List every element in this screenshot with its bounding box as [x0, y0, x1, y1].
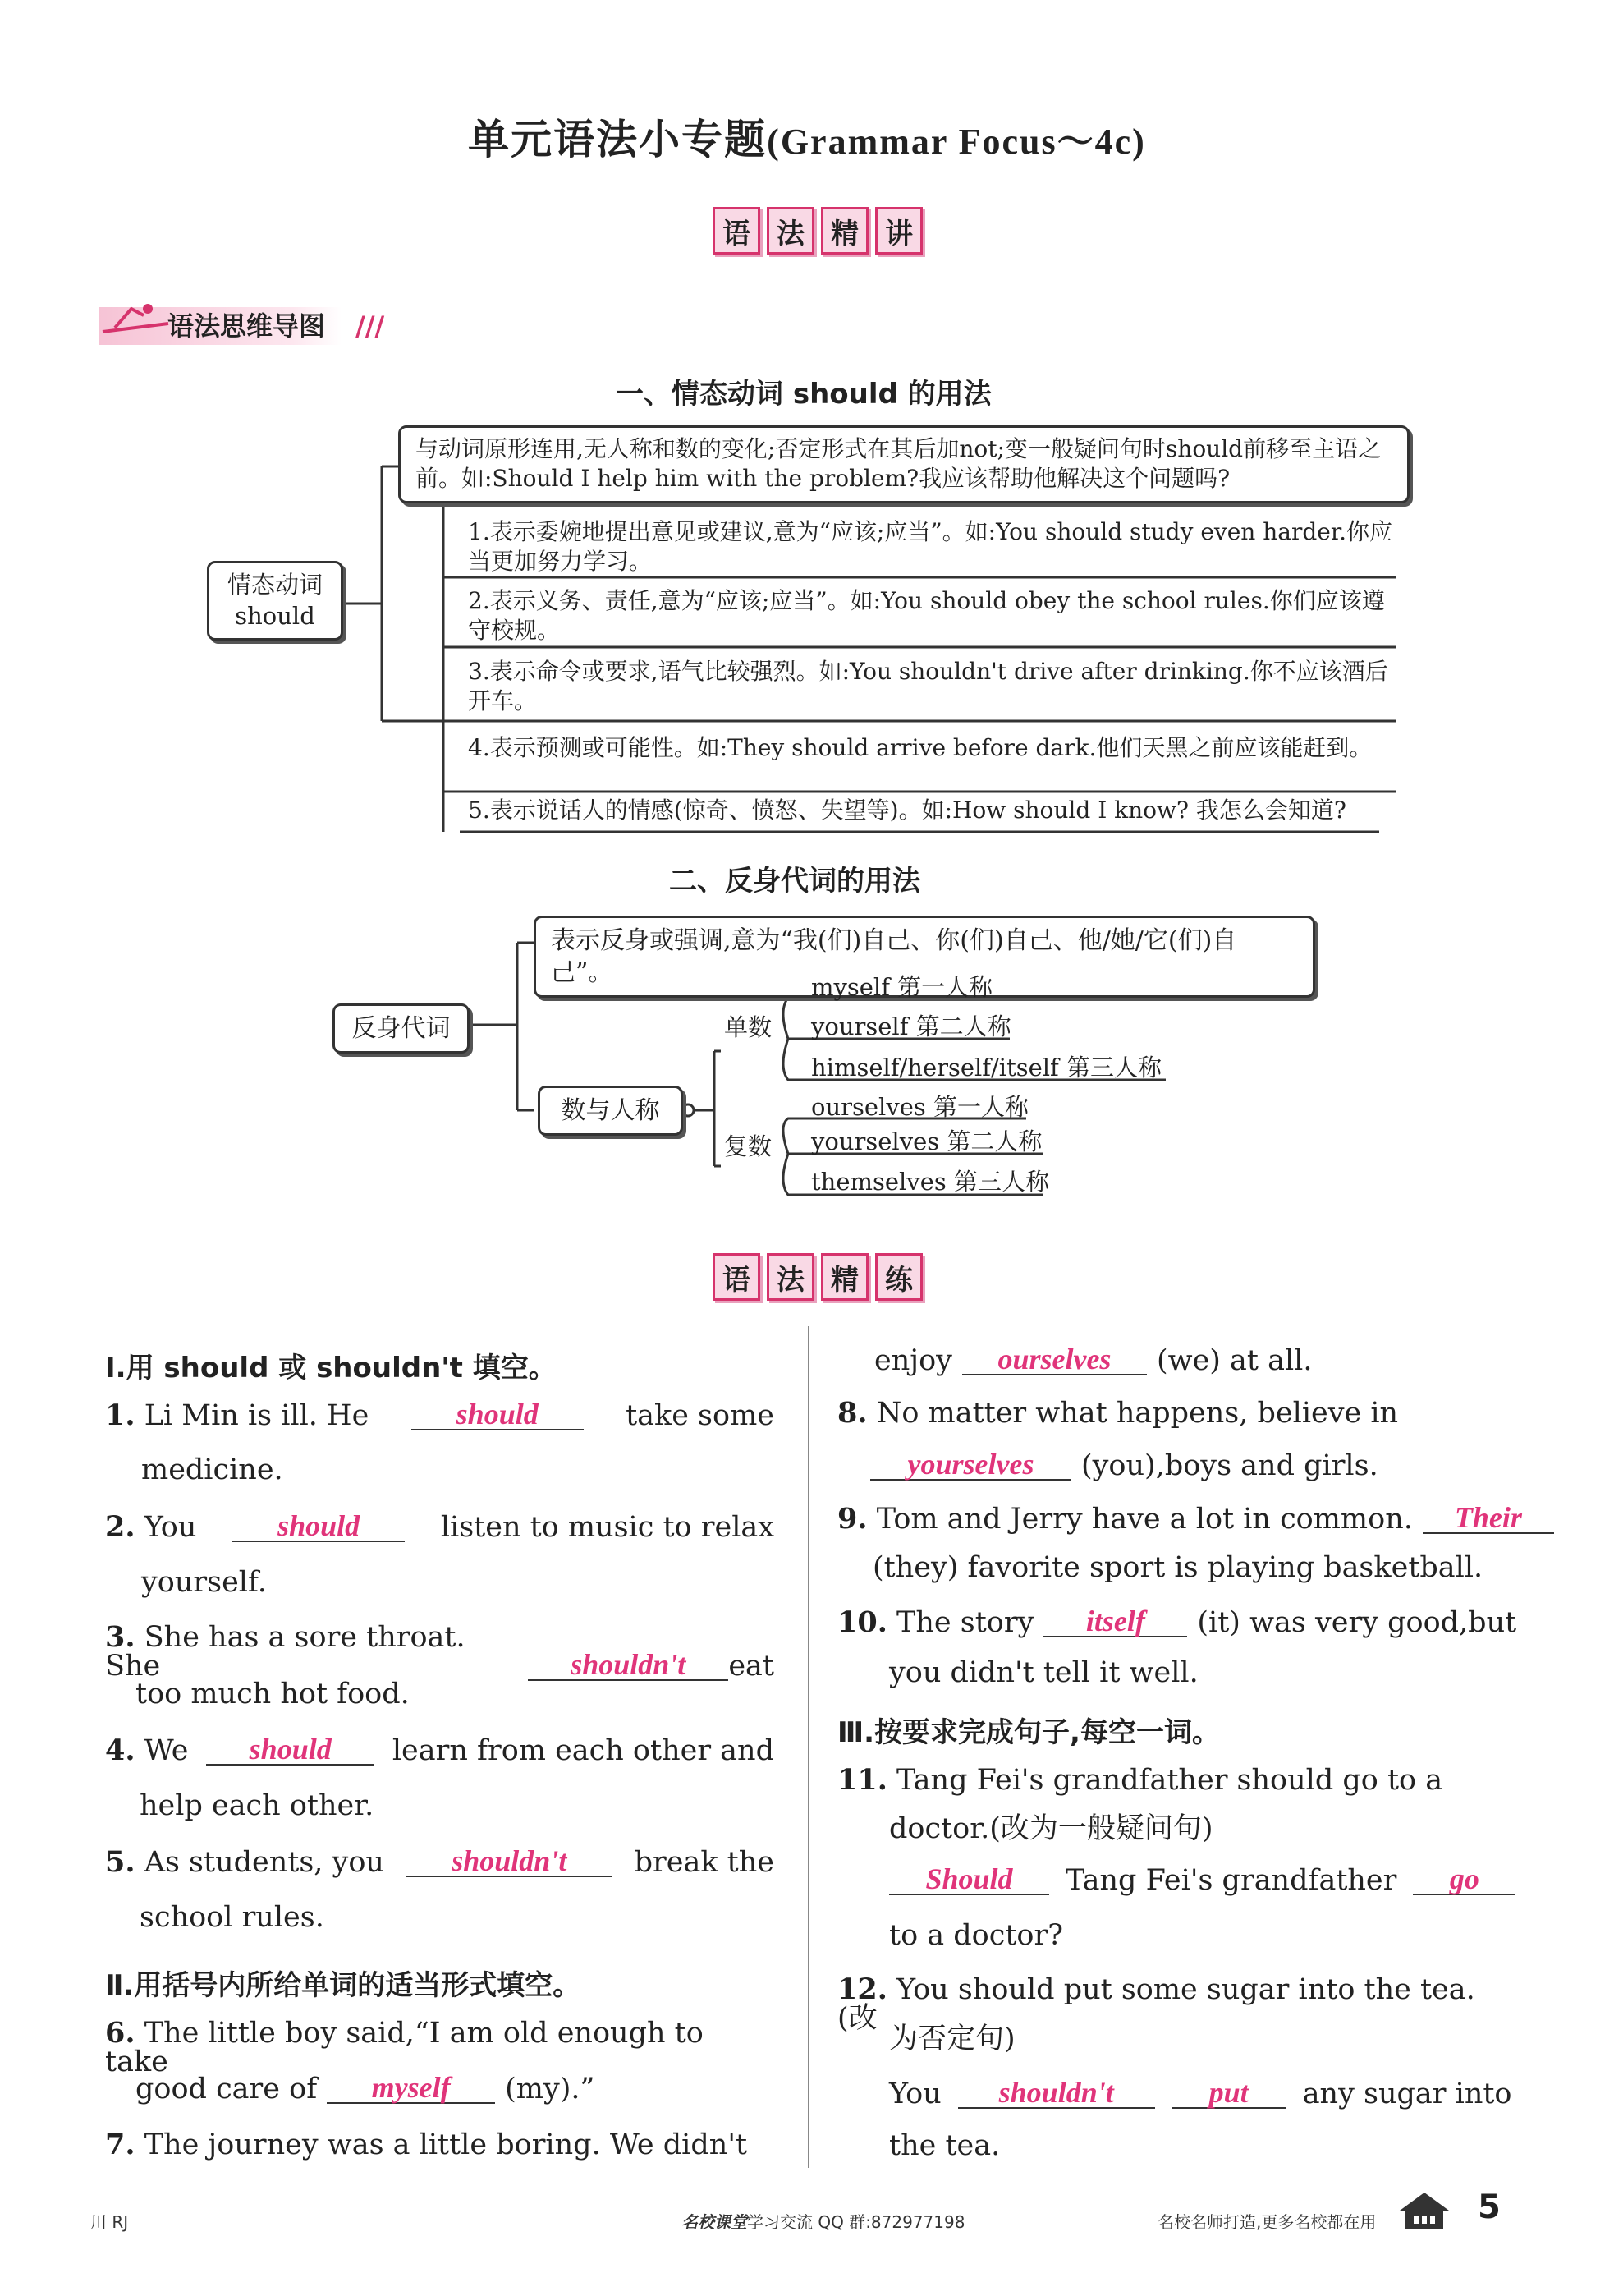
answer-8[interactable]: yourselves — [870, 1449, 1071, 1481]
question-10-cont: you didn't tell it well. — [889, 1656, 1199, 1689]
answer-11a[interactable]: Should — [889, 1864, 1049, 1895]
footer-edition: 川 RJ — [90, 2212, 129, 2232]
question-5-cont: school rules. — [140, 1901, 324, 1934]
question-11-answer-line: Should Tang Fei's grandfather go — [889, 1864, 1515, 1895]
question-8: 8. No matter what happens, believe in — [837, 1396, 1399, 1430]
question-11-end: to a doctor? — [889, 1919, 1063, 1952]
plural-label: 复数 — [724, 1132, 773, 1160]
footer-qq: 名校课堂学习交流 QQ 群:872977198 — [681, 2212, 965, 2232]
question-6-cont: good care of myself (my).” — [135, 2071, 595, 2105]
question-9: 9. Tom and Jerry have a lot in common. Their — [837, 1503, 1554, 1534]
question-3-cont: too much hot food. — [135, 1678, 410, 1711]
page-number: 5 — [1478, 2188, 1501, 2226]
question-6: 6. The little boy said,“I am old enough to take — [105, 2016, 704, 2078]
section-two-heading: 二、反身代词的用法 — [669, 865, 920, 898]
page-title: 单元语法小专题(Grammar Focus～4c) — [468, 115, 1146, 163]
section-one-heading: 一、情态动词 should 的用法 — [616, 378, 992, 411]
grammar-practice-badge: 语 法 精 练 — [713, 1253, 923, 1301]
question-4-cont: help each other. — [140, 1789, 374, 1822]
reflexive-root: 反身代词 — [332, 1003, 470, 1054]
exercise-section-1: Ⅰ.用 should 或 shouldn't 填空。 — [105, 1352, 557, 1384]
question-7-cont: enjoy ourselves (we) at all. — [874, 1343, 1313, 1377]
question-9-cont: (they) favorite sport is playing basketball. — [873, 1551, 1483, 1584]
answer-6[interactable]: myself — [327, 2073, 495, 2104]
answer-10[interactable]: itself — [1043, 1606, 1187, 1637]
footer-brand: 名校课堂 — [681, 2212, 747, 2232]
footer-slogan: 名校名师打造,更多名校都在用 — [1158, 2212, 1377, 2232]
plural-third-person: themselves 第三人称 — [811, 1168, 1049, 1196]
answer-7[interactable]: ourselves — [962, 1344, 1147, 1375]
should-item-1: 1.表示委婉地提出意见或建议,意为“应该;应当”。如:You should study even harder.你应当更加努力学习。 — [468, 518, 1393, 576]
answer-9[interactable]: Their — [1423, 1503, 1554, 1534]
exercise-section-3: Ⅲ.按要求完成句子,每空一词。 — [837, 1716, 1220, 1749]
should-item-3: 3.表示命令或要求,语气比较强烈。如:You shouldn't drive after drinking.你不应该酒后开车。 — [468, 658, 1388, 715]
answer-11b[interactable]: go — [1413, 1864, 1515, 1895]
slash-decoration: /// — [355, 310, 385, 342]
question-11-cont: doctor.(改为一般疑问句) — [889, 1812, 1213, 1845]
plural-first-person: ourselves 第一人称 — [811, 1093, 1029, 1121]
grammar-lecture-badge: 语 法 精 讲 — [713, 207, 923, 255]
singular-first-person: myself 第一人称 — [811, 973, 993, 1001]
answer-12a[interactable]: shouldn't — [958, 2078, 1155, 2109]
answer-4[interactable]: should — [206, 1734, 374, 1766]
question-2: 2. You should listen to music to relax — [105, 1509, 774, 1544]
question-12-end: the tea. — [889, 2129, 1001, 2162]
question-2-cont: yourself. — [141, 1566, 267, 1599]
question-12-cont: 为否定句) — [889, 2023, 1016, 2055]
answer-5[interactable]: shouldn't — [406, 1846, 612, 1877]
question-4: 4. We should learn from each other and — [105, 1733, 774, 1767]
question-7: 7. The journey was a little boring. We didn't — [105, 2128, 748, 2161]
exercise-section-2: Ⅱ.用括号内所给单词的适当形式填空。 — [105, 1969, 581, 2002]
should-item-5: 5.表示说话人的情感(惊奇、愤怒、失望等)。如:How should I know? 我怎么会知道? — [468, 797, 1346, 824]
should-item-4: 4.表示预测或可能性。如:They should arrive before dark.他们天黑之前应该能赶到。 — [468, 734, 1373, 761]
answer-1[interactable]: should — [411, 1399, 584, 1430]
singular-label: 单数 — [724, 1013, 773, 1041]
question-10: 10. The story itself (it) was very good,but — [837, 1605, 1517, 1639]
plural-second-person: yourselves 第二人称 — [811, 1127, 1043, 1155]
question-1-cont: medicine. — [141, 1453, 283, 1486]
should-item-2: 2.表示义务、责任,意为“应该;应当”。如:You should obey the school rules.你们应该遵守校规。 — [468, 587, 1385, 645]
number-person-box: 数与人称 — [538, 1086, 683, 1136]
answer-12b[interactable]: put — [1172, 2078, 1286, 2109]
question-11: 11. Tang Fei's grandfather should go to a — [837, 1763, 1443, 1797]
question-12-answer-line: You shouldn't put any sugar into — [889, 2076, 1512, 2110]
reflexive-meaning-box: 表示反身或强调,意为“我(们)自己、你(们)自己、他/她/它(们)自己”。 — [534, 916, 1315, 998]
question-5: 5. As students, you shouldn't break the — [105, 1844, 774, 1879]
answer-3[interactable]: shouldn't — [528, 1650, 728, 1681]
question-12: 12. You should put some sugar into the tea.(改 — [837, 1972, 1475, 2035]
answer-2[interactable]: should — [232, 1511, 405, 1542]
modal-should-root: 情态动词 should — [207, 561, 343, 641]
question-1: 1. Li Min is ill. He should take some — [105, 1398, 774, 1432]
school-icon — [1396, 2186, 1453, 2235]
question-3: 3. She has a sore throat. She shouldn't eat — [105, 1620, 774, 1683]
question-8-cont: yourselves (you),boys and girls. — [870, 1449, 1378, 1481]
mindmap-label: 语法思维导图 /// — [99, 305, 384, 343]
should-usage-box: 与动词原形连用,无人称和数的变化;否定形式在其后加not;变一般疑问句时should前移至主语之前。如:Should I help him with the problem?我应该帮助他解决这个问题吗? — [398, 425, 1410, 503]
singular-second-person: yourself 第二人称 — [811, 1013, 1011, 1040]
singular-third-person: himself/herself/itself 第三人称 — [811, 1054, 1162, 1081]
